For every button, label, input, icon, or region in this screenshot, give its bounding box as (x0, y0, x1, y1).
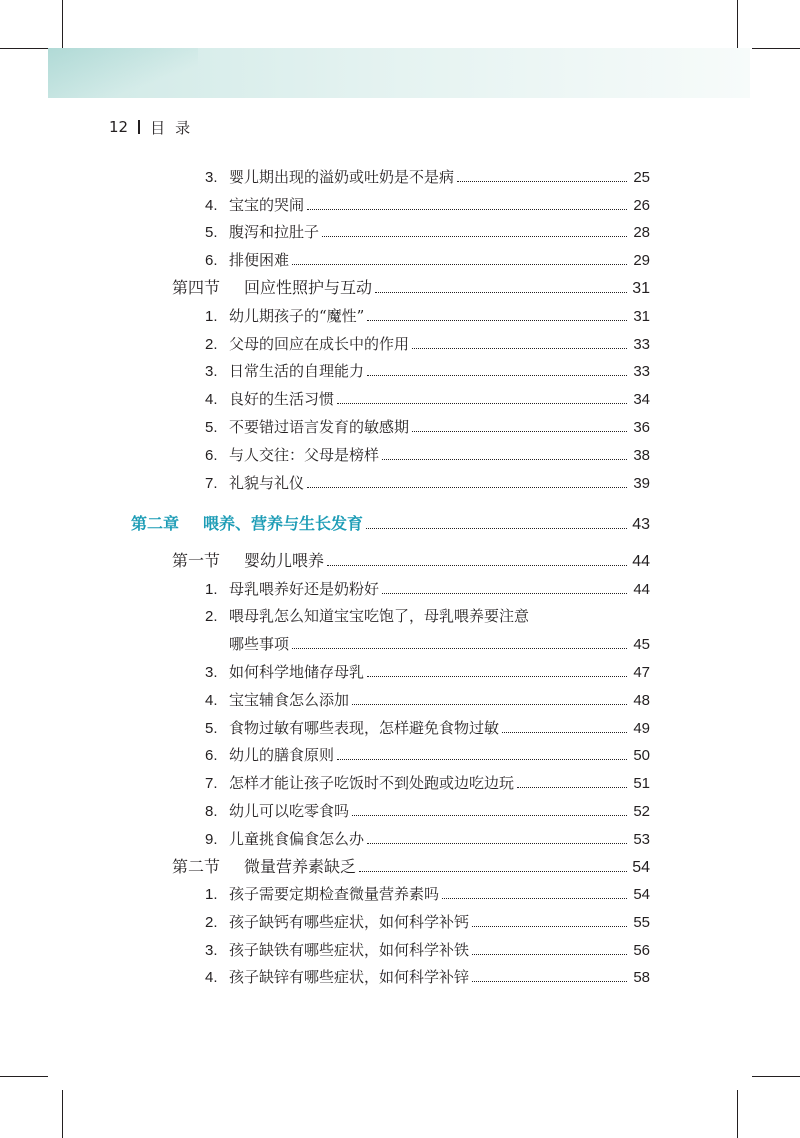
leader-dots (367, 842, 627, 844)
toc-item-title: 礼貌与礼仪 (229, 474, 305, 492)
leader-dots (472, 925, 627, 927)
leader-dots (352, 814, 627, 816)
toc-item-title: 孩子缺钙有哪些症状，如何科学补钙 (229, 913, 470, 931)
toc-item-number: 3. (205, 942, 218, 959)
toc-item-page: 44 (633, 581, 650, 598)
toc-item-title: 孩子缺铁有哪些症状，如何科学补铁 (229, 941, 470, 959)
toc-item-number: 5. (205, 224, 218, 241)
toc-item[interactable] (205, 361, 650, 381)
leader-dots (359, 870, 627, 872)
leader-dots (442, 897, 627, 899)
toc-item-page: 45 (633, 636, 650, 653)
toc-chapter-page: 43 (632, 516, 650, 533)
leader-dots (412, 430, 627, 432)
toc-item-page: 47 (633, 664, 650, 681)
toc-item-title: 幼儿的膳食原则 (229, 746, 335, 764)
toc-item-page: 33 (633, 363, 650, 380)
toc-item-page: 33 (633, 336, 650, 353)
leader-dots (367, 319, 627, 321)
toc-section-page: 44 (632, 553, 650, 570)
leader-dots (352, 703, 627, 705)
toc-item-number: 4. (205, 969, 218, 986)
toc-item-title: 婴儿期出现的溢奶或吐奶是不是病 (229, 168, 455, 186)
toc-item[interactable] (205, 473, 650, 493)
toc-item-number: 4. (205, 391, 218, 408)
toc-item-title: 日常生活的自理能力 (229, 362, 365, 380)
page-number: 12 (109, 118, 129, 136)
toc-item[interactable] (205, 606, 650, 626)
toc-section[interactable] (172, 278, 650, 298)
toc-item[interactable] (205, 662, 650, 682)
toc-item[interactable] (205, 718, 650, 738)
toc-item-page: 52 (633, 803, 650, 820)
toc-item-title: 幼儿期孩子的“魔性” (229, 307, 365, 325)
toc-item[interactable] (205, 690, 650, 710)
toc-section-page: 54 (632, 859, 650, 876)
toc-item[interactable] (205, 334, 650, 354)
toc-item-page: 31 (633, 308, 650, 325)
toc-section-label: 第四节 (172, 278, 221, 297)
toc-section-title: 微量营养素缺乏 (244, 857, 357, 876)
leader-dots (307, 208, 627, 210)
toc-item[interactable] (205, 884, 650, 904)
toc-item-continued[interactable] (205, 634, 650, 654)
toc-item-number: 2. (205, 336, 218, 353)
toc-item-page: 36 (633, 419, 650, 436)
toc-item-title: 与人交往：父母是榜样 (229, 446, 380, 464)
leader-dots (457, 180, 627, 182)
toc-item-number: 2. (205, 914, 218, 931)
leader-dots (472, 980, 627, 982)
toc-chapter-label: 第二章 (131, 514, 180, 533)
toc-item[interactable] (205, 579, 650, 599)
toc-item[interactable] (205, 829, 650, 849)
leader-dots (327, 564, 627, 566)
toc-item-number: 1. (205, 308, 218, 325)
toc-item-title: 儿童挑食偏食怎么办 (229, 830, 365, 848)
toc-item[interactable] (205, 445, 650, 465)
toc-item-title: 父母的回应在成长中的作用 (229, 335, 410, 353)
leader-dots (375, 291, 627, 293)
toc-section-title: 回应性照护与互动 (244, 278, 373, 297)
toc-item-number: 3. (205, 169, 218, 186)
toc-item-title: 食物过敏有哪些表现，怎样避免食物过敏 (229, 719, 500, 737)
toc-section[interactable] (172, 857, 650, 877)
toc-item-number: 7. (205, 775, 218, 792)
toc-item-page: 38 (633, 447, 650, 464)
toc-item-page: 56 (633, 942, 650, 959)
toc-item-title: 母乳喂养好还是奶粉好 (229, 580, 380, 598)
toc-item-number: 8. (205, 803, 218, 820)
toc-item-number: 6. (205, 447, 218, 464)
toc-item[interactable] (205, 745, 650, 765)
toc-item[interactable] (205, 195, 650, 215)
toc-item-number: 5. (205, 720, 218, 737)
toc-item-page: 58 (633, 969, 650, 986)
leader-dots (337, 758, 627, 760)
toc-item-number: 4. (205, 692, 218, 709)
leader-dots (322, 235, 627, 237)
toc-item-number: 6. (205, 252, 218, 269)
toc-item[interactable] (205, 967, 650, 987)
toc-section[interactable] (172, 551, 650, 571)
leader-dots (472, 953, 627, 955)
toc-item[interactable] (205, 167, 650, 187)
toc-item-title: 良好的生活习惯 (229, 390, 335, 408)
toc-chapter-title: 喂养、营养与生长发育 (203, 514, 364, 533)
toc-item-page: 55 (633, 914, 650, 931)
toc-item-number: 7. (205, 475, 218, 492)
toc-item-number: 4. (205, 197, 218, 214)
toc-item-number: 2. (205, 608, 218, 625)
leader-dots (366, 527, 627, 529)
toc-chapter[interactable] (131, 514, 650, 534)
toc-item-title: 腹泻和拉肚子 (229, 223, 320, 241)
toc-item[interactable] (205, 912, 650, 932)
toc-item-number: 5. (205, 419, 218, 436)
leader-dots (502, 731, 627, 733)
leader-dots (367, 675, 627, 677)
toc-item-title: 幼儿可以吃零食吗 (229, 802, 350, 820)
toc-item-title: 宝宝的哭闹 (229, 196, 305, 214)
toc-section-label: 第二节 (172, 857, 221, 876)
toc-item-page: 26 (633, 197, 650, 214)
toc-item-page: 48 (633, 692, 650, 709)
toc-item[interactable] (205, 250, 650, 270)
toc-item-number: 6. (205, 747, 218, 764)
leader-dots (382, 592, 627, 594)
toc-item-page: 53 (633, 831, 650, 848)
leader-dots (367, 374, 627, 376)
toc-item-title: 排便困难 (229, 251, 290, 269)
toc-item-page: 29 (633, 252, 650, 269)
leader-dots (412, 347, 627, 349)
toc-item-page: 34 (633, 391, 650, 408)
toc-item-page: 51 (633, 775, 650, 792)
toc-item-title: 孩子缺锌有哪些症状，如何科学补锌 (229, 968, 470, 986)
leader-dots (382, 458, 627, 460)
toc-item[interactable] (205, 389, 650, 409)
toc-item[interactable] (205, 801, 650, 821)
toc-item[interactable] (205, 940, 650, 960)
header-title: 目录 (150, 118, 201, 137)
leader-dots (517, 786, 627, 788)
toc-item-title: 不要错过语言发育的敏感期 (229, 418, 410, 436)
toc-item[interactable] (205, 773, 650, 793)
toc-item-page: 49 (633, 720, 650, 737)
toc-item-number: 1. (205, 886, 218, 903)
toc-section-title: 婴幼儿喂养 (244, 551, 325, 570)
toc-item-page: 25 (633, 169, 650, 186)
toc-item-title: 如何科学地储存母乳 (229, 663, 365, 681)
toc-item-page: 50 (633, 747, 650, 764)
toc-item-page: 28 (633, 224, 650, 241)
leader-dots (307, 486, 627, 488)
leader-dots (292, 263, 627, 265)
toc-item[interactable] (205, 417, 650, 437)
toc-item[interactable] (205, 222, 650, 242)
toc-item-number: 3. (205, 664, 218, 681)
toc-item-title: 哪些事项 (229, 635, 290, 653)
toc-item-title: 怎样才能让孩子吃饭时不到处跑或边吃边玩 (229, 774, 515, 792)
toc-item[interactable] (205, 306, 650, 326)
toc-item-page: 39 (633, 475, 650, 492)
toc-section-page: 31 (632, 280, 650, 297)
toc-item-title: 喂母乳怎么知道宝宝吃饱了，母乳喂养要注意 (229, 607, 530, 625)
toc-item-number: 1. (205, 581, 218, 598)
toc-item-title: 宝宝辅食怎么添加 (229, 691, 350, 709)
toc-item-page: 54 (633, 886, 650, 903)
leader-dots (292, 647, 627, 649)
toc-item-number: 3. (205, 363, 218, 380)
toc-section-label: 第一节 (172, 551, 221, 570)
toc-item-number: 9. (205, 831, 218, 848)
leader-dots (337, 402, 627, 404)
toc-item-title: 孩子需要定期检查微量营养素吗 (229, 885, 440, 903)
